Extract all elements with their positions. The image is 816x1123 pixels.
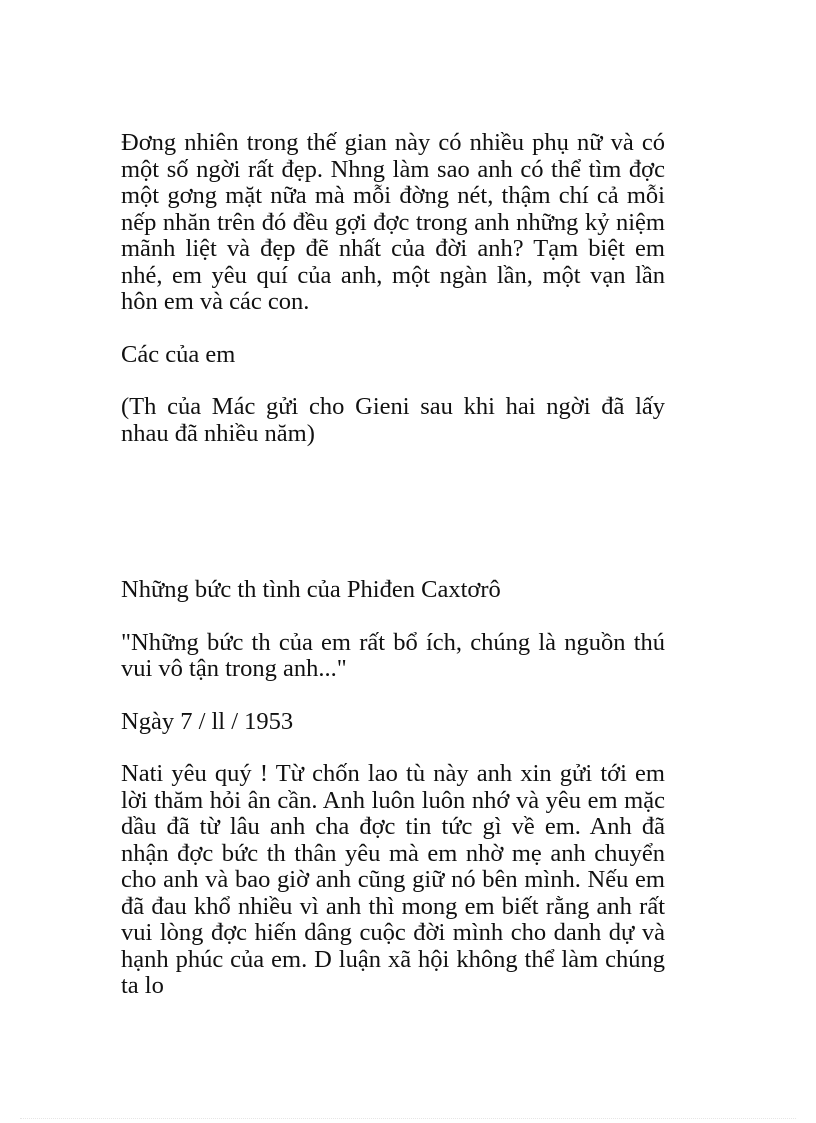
letter-note: (Th của Mác gửi cho Gieni sau khi hai ngời đã lấy nhau đã nhiều năm)	[121, 393, 665, 447]
section-title: Những bức th tình của Phiđen Caxtơrô	[121, 576, 501, 603]
document-page	[121, 130, 665, 1000]
section-quote: "Những bức th của em rất bổ ích, chúng là nguồn thú vui vô tận trong anh..."	[121, 628, 665, 682]
spacer	[121, 368, 665, 394]
spacer	[121, 683, 665, 709]
paragraph-castro-letter: Nati yêu quý ! Từ chốn lao tù này anh xin gửi tới em lời thăm hỏi ân cần. Anh luôn luôn nhớ và yêu em mặc dầu đã từ lâu anh cha đợc tin tức gì về em. Anh đã nhận đợc bức th thân yêu mà em nhờ mẹ anh chuyển cho anh và bao giờ anh cũng giữ nó bên mình. Nếu em đã đau khổ nhiều vì anh thì mong em biết rằng anh rất vui lòng đợc hiến dâng cuộc đời mình cho danh dự và hạnh phúc của em. D luận xã hội không thể làm chúng ta lo	[121, 760, 665, 999]
page-bottom-border	[20, 1118, 796, 1119]
spacer	[121, 316, 665, 342]
paragraph-marx-letter: Đơng nhiên trong thế gian này có nhiều phụ nữ và có một số ngời rất đẹp. Nhng làm sao anh có thể tìm đợc một gơng mặt nữa mà mỗi đờng nét, thậm chí cả mỗi nếp nhăn trên đó đều gợi đợc trong anh những kỷ niệm mãnh liệt và đẹp đẽ nhất của đời anh? Tạm biệt em nhé, em yêu quí của anh, một ngàn lần, một vạn lần hôn em và các con.	[121, 129, 665, 315]
letter-date: Ngày 7 / ll / 1953	[121, 707, 294, 735]
spacer	[121, 604, 665, 630]
spacer	[121, 447, 665, 577]
spacer	[121, 735, 665, 761]
letter-signature: Các của em	[121, 340, 236, 368]
